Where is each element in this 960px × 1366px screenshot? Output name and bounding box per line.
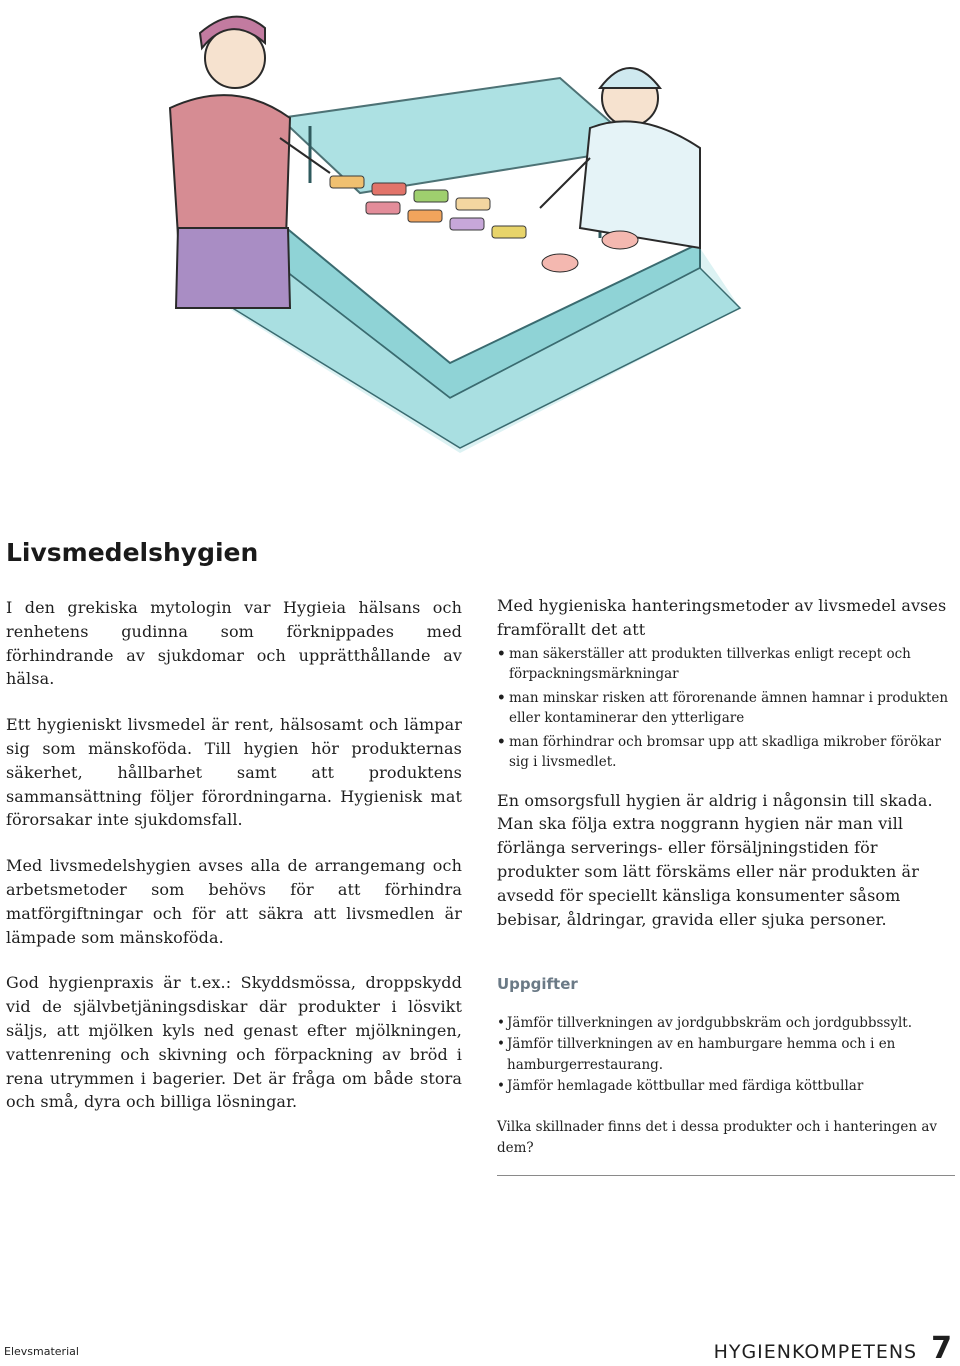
tasks-question: Vilka skillnader finns det i dessa produkter och i hanteringen av dem?: [497, 1119, 938, 1157]
intro-paragraph: I den grekiska mytologin var Hygieia hälsans och renhetens gudinna som förknippades med förhindrande av sjukdomar och upprätthållande av hälsa.: [6, 598, 462, 689]
footer-running-title: [714, 1331, 952, 1366]
list-item: • Jämför tillverkningen av en hamburgare hemma och i en hamburgerrestaurang.: [497, 1034, 955, 1076]
methods-list: [497, 644, 955, 773]
food-hygiene-paragraph: Med livsmedelshygien avses alla de arrangemang och arbetsmetoder som behövs för att förhindra matförgiftningar och för att säkra att livsmedlen är lämpade som mänskoföda.: [6, 856, 462, 947]
list-item: • Jämför hemlagade köttbullar med färdiga köttbullar: [497, 1076, 955, 1097]
divider: [497, 1175, 955, 1176]
list-item: • man förhindrar och bromsar upp att skadliga mikrober förökar sig i livsmedlet.: [497, 732, 955, 773]
footer-label: Elevsmaterial: [4, 1345, 79, 1358]
book-title: HYGIENKOMPETENS: [713, 1341, 918, 1363]
hygiene-definition-paragraph: Ett hygieniskt livsmedel är rent, hälsosamt och lämpar sig som mänskoföda. Till hygien hör produkternas säkerhet, hållbarhet samt att produktens sammansättning följer förordningarna. Hygienisk mat förorsakar inte sjukdomsfall.: [6, 715, 462, 830]
list-item: • man minskar risken att förorenande ämnen hamnar i produkten eller kontaminerar den ytterligare: [497, 688, 955, 729]
methods-intro: Med hygieniska hanteringsmetoder av livsmedel avses framförallt det att: [497, 596, 947, 639]
page-title: Livsmedelshygien: [6, 538, 259, 567]
left-column: [6, 596, 462, 1114]
good-practice-paragraph: God hygienpraxis är t.ex.: Skyddsmössa, droppskydd vid de självbetjäningsdiskar där produkter i lösvikt säljs, att mjölken kyls ned genast efter mjölkningen, vattenrening och skivning och förpackning av bröd i rena utrymmen i bagerier. Det är fråga om både stora och små, dyra och billiga lösningar.: [6, 973, 462, 1112]
list-item: • man säkerställer att produkten tillverkas enligt recept och förpackningsmärkningar: [497, 644, 955, 685]
list-item: • Jämför tillverkningen av jordgubbskräm och jordgubbssylt.: [497, 1013, 955, 1034]
tasks-heading: Uppgifter: [497, 975, 578, 994]
page-number: 7: [931, 1331, 952, 1366]
right-column: [497, 594, 955, 1159]
careful-hygiene-paragraph: En omsorgsfull hygien är aldrig i någonsin till skada. Man ska följa extra noggrann hygien när man vill förlänga serverings- eller försäljningstiden för produkter som lätt förskäms eller när produkten är avsedd för speciellt känsliga konsumenter såsom bebisar, åldringar, gravida eller sjuka personer.: [497, 790, 933, 929]
tasks-list: [497, 1013, 955, 1097]
salad-bar-illustration: [140, 8, 760, 468]
